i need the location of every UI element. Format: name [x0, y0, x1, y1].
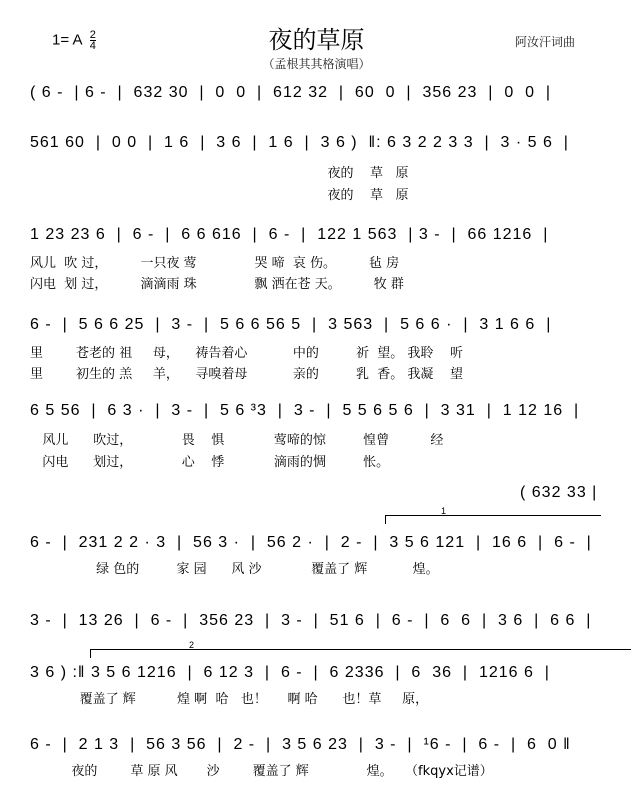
- song-title: 夜的草原: [268, 26, 365, 54]
- lyrics-verse-1: 里 苍老的 祖 母， 祷告着心 中的 祈 望。 我聆 听: [30, 346, 463, 361]
- volta-number: 2: [189, 640, 195, 650]
- volta-number: 1: [441, 506, 447, 516]
- notation: ( 6 - | 6 - | 632 30 | 0 0 | 612 32 | 60 0 | 356 23 | 0 0 |: [30, 84, 552, 101]
- volta-bracket-2: [90, 640, 631, 658]
- notation: 561 60 | 0 0 | 1 6 | 3 6 | 1 6 | 3 6 ) ‖: 6 3 2 2 3 3 | 3 · 5 6 |: [30, 134, 569, 151]
- lyrics-verse-2: 夜的 草 原: [30, 188, 409, 203]
- notation: 6 5 56 | 6 3 · | 3 - | 5 6 ³3 | 3 - | 5 5 6 5 6 | 3 31 | 1 12 16 |: [30, 402, 580, 419]
- lyrics-verse-1: 风儿 吹 过， 一只夜 莺 哭 啼 哀 伤。 毡 房: [30, 256, 400, 271]
- notation: 1 23 23 6 | 6 - | 6 6 616 | 6 - | 122 1 563 | 3 - | 66 1216 |: [30, 226, 549, 243]
- lyrics-verse-1: 绿 色的 家 园 风 沙 覆盖了 辉 煌。: [30, 562, 439, 577]
- lyrics-verse-2: 里 初生的 羔 羊， 寻嗅着母 亲的 乳 香。 我凝 望: [30, 367, 463, 382]
- notation: 6 - | 231 2 2 · 3 | 56 3 · | 56 2 · | 2 - | 3 5 6 121 | 16 6 | 6 - |: [30, 534, 592, 551]
- notation: 3 - | 13 26 | 6 - | 356 23 | 3 - | 51 6 | 6 - | 6 6 | 3 6 | 6 6 |: [30, 612, 592, 629]
- lyrics-verse-1: 风儿 吹过， 畏 惧 莺啼的惊 惶曾 经: [30, 433, 444, 448]
- time-sig-bottom: 4: [89, 40, 96, 52]
- lyrics-verse-1: 夜的 草 原 风 沙 覆盖了 辉 煌。 （fkqyx记谱）: [30, 764, 493, 779]
- composer-credit: 阿汝汗词曲: [515, 35, 576, 49]
- notation: 6 - | 5 6 6 25 | 3 - | 5 6 6 56 5 | 3 563 | 5 6 6 · | 3 1 6 6 |: [30, 316, 552, 333]
- notation: ( 632 33 |: [520, 484, 598, 501]
- volta-bracket-1: [385, 506, 601, 524]
- notation: 6 - | 2 1 3 | 56 3 56 | 2 - | 3 5 6 23 | 3 - | ¹6 - | 6 - | 6 0 ‖: [30, 736, 571, 753]
- time-sig-top: 2: [89, 29, 96, 41]
- notation: 3 6 ) :‖ 3 5 6 1216 | 6 12 3 | 6 - | 6 2336 | 6 36 | 1216 6 |: [30, 664, 550, 681]
- singer-credit: （孟根其其格演唱）: [262, 57, 371, 71]
- lyrics-verse-2: 闪电 划 过， 滴滴雨 珠 飘 洒在苍 天。 牧 群: [30, 277, 404, 292]
- key-label: 1= A: [52, 31, 82, 49]
- lyrics-verse-1: 夜的 草 原: [30, 166, 409, 181]
- lyrics-verse-1: 覆盖了 辉 煌 啊 哈 也！ 啊 哈 也！草 原，: [30, 692, 429, 707]
- lyrics-verse-2: 闪电 划过， 心 悸 滴雨的惆 怅。: [30, 455, 390, 470]
